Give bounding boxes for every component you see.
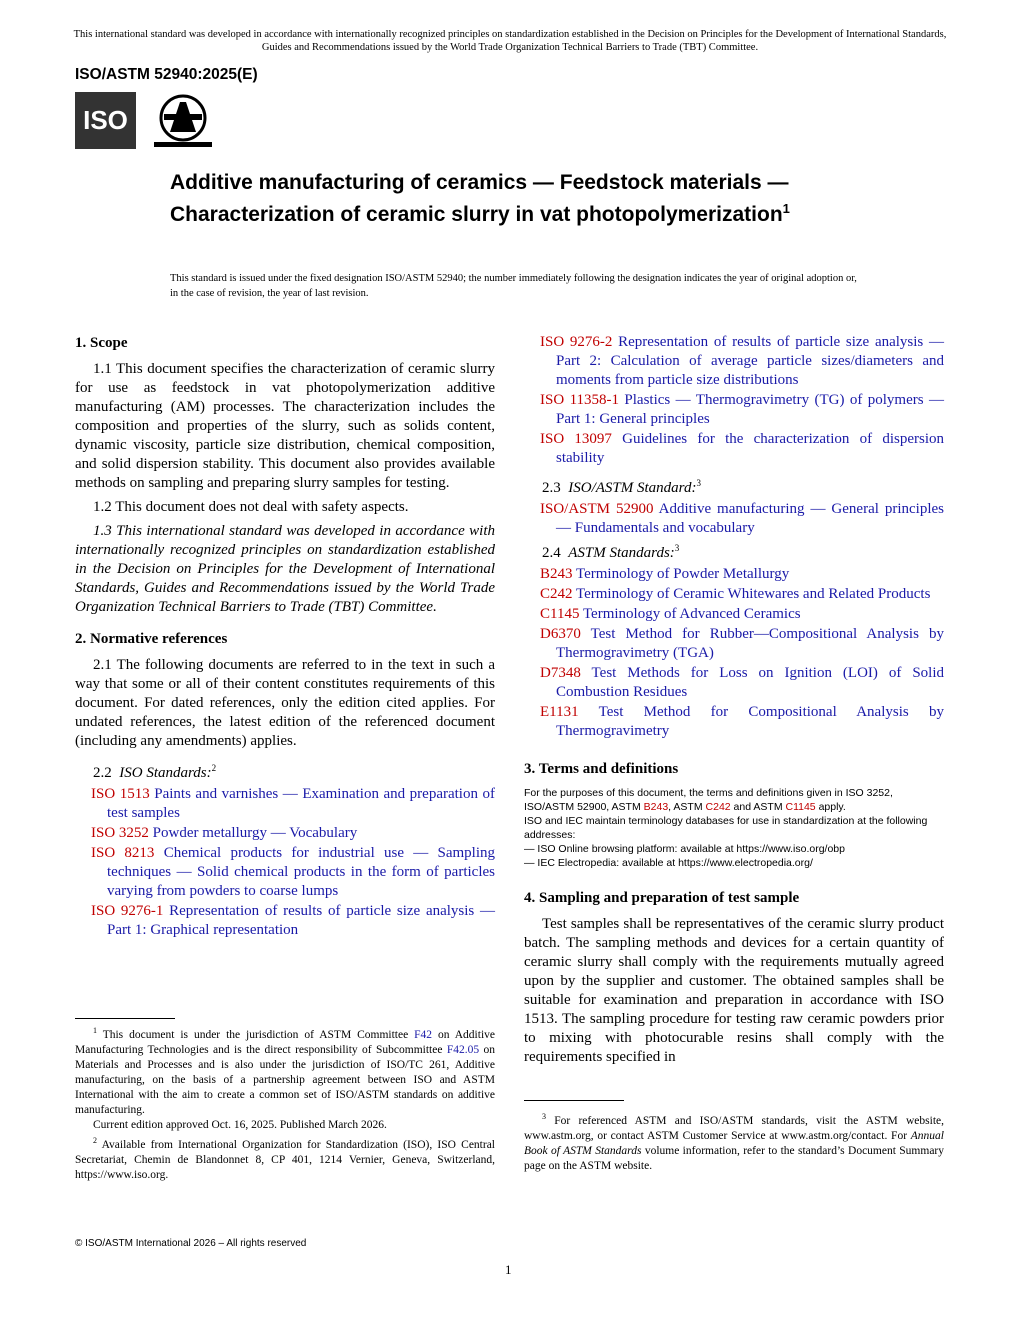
terms-databases: ISO and IEC maintain terminology databases for use in standardization at the following addresses:: [524, 815, 928, 841]
reference-item[interactable]: ISO 11358-1 Plastics — Thermogravimetry (TG) of polymers — Part 1: General principles: [540, 392, 944, 427]
isoastm-standard-label: 2.3 ISO/ASTM Standard:$^3$: [542, 478, 701, 496]
right-column: [524, 333, 944, 1072]
reference-item[interactable]: C1145 Terminology of Advanced Ceramics: [540, 606, 801, 622]
reference-item[interactable]: ISO 13097 Guidelines for the characterization of dispersion stability: [540, 431, 945, 466]
footnote-rule: [75, 1018, 175, 1019]
title-footnote-marker: 1: [782, 201, 790, 216]
astm-refs: [540, 565, 944, 741]
terms-iso-obp: — ISO Online browsing platform: available at https://www.iso.org/obp: [524, 843, 845, 855]
link-c1145[interactable]: C1145: [785, 801, 816, 813]
iso-logo: ISO: [75, 92, 136, 149]
link-b243[interactable]: B243: [643, 801, 669, 813]
footnote-1: $^1$ This document is under the jurisdiction of ASTM Committee F42 on Additive Manufacturing Technologies and is the direct responsibility of Subcommittee F42.05 on Materials and Processes and is also under the jurisdiction of ISO/TC 261, Additive manufacturing, on the basis of a partnership agreement between ISO and ASTM International with the aim to create a common set of ISO/ASTM standards on additive manufacturing.: [75, 1026, 496, 1116]
reference-item[interactable]: B243 Terminology of Powder Metallurgy: [540, 566, 790, 582]
astm-standards-label: 2.4 ASTM Standards:$^3$: [542, 543, 680, 561]
footnote-rule: [524, 1100, 624, 1101]
reference-item[interactable]: ISO 3252 Powder metallurgy — Vocabulary: [91, 825, 358, 841]
terms-para: For the purposes of this document, the terms and definitions given in ISO 3252, ISO/ASTM 52900, ASTM B243, ASTM C242 and ASTM C1145 apply.: [524, 787, 893, 813]
document-id: ISO/ASTM 52940:2025(E): [75, 66, 258, 83]
footnote-2: $^2$ Available from International Organization for Standardization (ISO), ISO Central Secretariat, Chemin de Blandonnet 8, CP 401, 1214 Vernier, Geneva, Switzerland, https://www.iso.org.: [75, 1135, 495, 1181]
page-number: 1: [505, 1262, 512, 1277]
left-column: [75, 333, 495, 941]
normative-2-1: 2.1 The following documents are referred to in the text in such a way that some or all of their content constitutes requirements of this document. For dated references, only the edition cited applies. For undated references, the latest edition of the referenced document (including any amendments) applies.: [75, 657, 495, 749]
reference-item[interactable]: D6370 Test Method for Rubber—Compositional Analysis by Thermogravimetry (TGA): [540, 626, 944, 661]
link-f42[interactable]: F42: [414, 1028, 433, 1041]
edition-note: Current edition approved Oct. 16, 2025. Published March 2026.: [93, 1118, 387, 1131]
footnotes-right: [524, 1100, 944, 1174]
terms-electropedia: — IEC Electropedia: available at https://www.electropedia.org/: [524, 857, 813, 869]
link-c242[interactable]: C242: [705, 801, 731, 813]
reference-item[interactable]: C242 Terminology of Ceramic Whitewares and Related Products: [540, 586, 931, 602]
iso-refs-right: [540, 333, 944, 468]
reference-item[interactable]: E1131 Test Method for Compositional Analysis by Thermogravimetry: [540, 704, 944, 739]
document-title: Additive manufacturing of ceramics — Feedstock materials — Characterization of ceramic slurry in vat photopolymerization$^1$: [170, 171, 790, 226]
scope-1-1: 1.1 This document specifies the characterization of ceramic slurry for use as feedstock in vat photopolymerization additive manufacturing (AM) processes. The characterization includes the composition and properties of the slurry, such as solids content, dynamic viscosity, particle size distribution, chemical composition, and solid dispersion stability. This document also provides available methods on sampling and preparing slurry samples for testing.: [75, 361, 495, 491]
iso-refs-left: [91, 785, 495, 940]
sampling-heading: 4. Sampling and preparation of test sample: [524, 890, 800, 906]
reference-item[interactable]: ISO/ASTM 52900 Additive manufacturing — General principles — Fundamentals and vocabulary: [540, 501, 944, 536]
iso-standards-label: 2.2 ISO Standards:$^2$: [93, 763, 217, 781]
terms-heading: 3. Terms and definitions: [524, 761, 679, 777]
astm-international-logo: [150, 92, 216, 150]
scope-1-3: 1.3 This international standard was developed in accordance with internationally recognized principles on standardization established in the Decision on Principles for the Development of International Standards, Guides and Recommendations issued by the World Trade Organization Technical Barriers to Trade (TBT) Committee.: [75, 523, 495, 615]
wto-notice: This international standard was developed in accordance with internationally recognized principles on standardization established in the Decision on Principles for the Development of International Standards, Guides and Recommendations issued by the World Trade Organization Technical Barriers to Trade (TBT) Committee.: [73, 29, 947, 53]
reference-item[interactable]: ISO 8213 Chemical products for industrial use — Sampling techniques — Solid chemical products in the form of particles varying from powders to coarse lumps: [91, 845, 496, 899]
reference-item[interactable]: D7348 Test Methods for Loss on Ignition (LOI) of Solid Combustion Residues: [540, 665, 944, 700]
scope-1-2: 1.2 This document does not deal with safety aspects.: [93, 499, 409, 515]
reference-item[interactable]: ISO 1513 Paints and varnishes — Examination and preparation of test samples: [91, 786, 495, 821]
issue-note: This standard is issued under the fixed designation ISO/ASTM 52940; the number immediately following the designation indicates the year of original adoption or, in the case of revision, the year of last revision.: [170, 273, 857, 299]
normative-heading: 2. Normative references: [75, 631, 228, 647]
copyright: © ISO/ASTM International 2026 – All rights reserved: [75, 1238, 307, 1249]
scope-heading: 1. Scope: [75, 335, 128, 351]
isoastm-refs: [540, 500, 944, 538]
reference-item[interactable]: ISO 9276-2 Representation of results of particle size analysis — Part 2: Calculation of average particle sizes/diameters and moments from particle size distributions: [540, 334, 944, 388]
footnotes-left: [75, 1018, 495, 1183]
link-f42-05[interactable]: F42.05: [446, 1043, 480, 1056]
footnote-3: $^3$ For referenced ASTM and ISO/ASTM standards, visit the ASTM website, www.astm.org, or contact ASTM Customer Service at www.astm.org/contact. For Annual Book of ASTM Standards volume information, refer to the standard’s Document Summary page on the ASTM website.: [524, 1112, 945, 1172]
sampling-para: Test samples shall be representatives of the ceramic slurry product batch. The sampling methods and devices for a certain quantity of ceramic slurry shall comply with the requirements mutually agreed upon by the supplier and customer. The obtained samples shall be suitable for examination and preparation in accordance with ISO 1513. The sampling procedure for testing raw ceramic powders prior to mixing with photocurable resins shall comply with the requirements specified in: [524, 916, 944, 1065]
reference-item[interactable]: ISO 9276-1 Representation of results of particle size analysis — Part 1: Graphical representation: [91, 903, 495, 938]
